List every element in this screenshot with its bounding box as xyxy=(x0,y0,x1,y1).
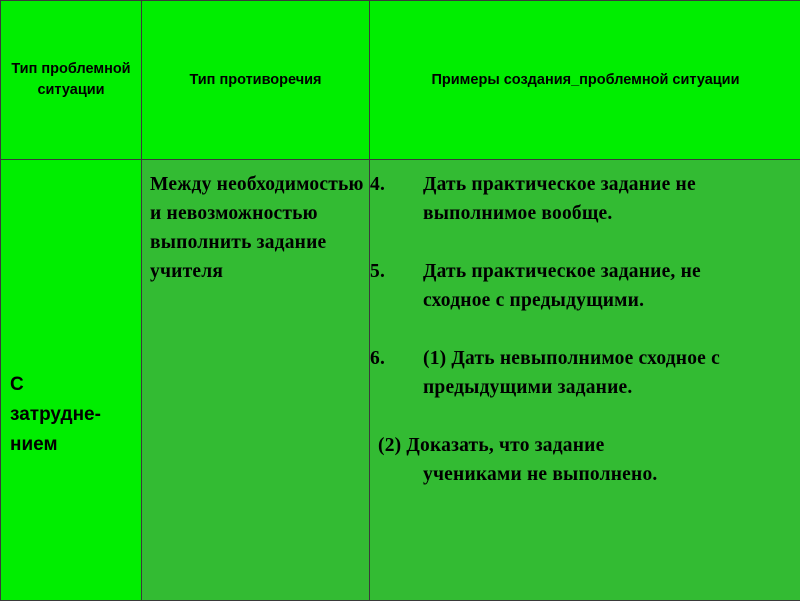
list-item xyxy=(370,170,793,228)
header-col3-text: Примеры создания_проблемной ситуации xyxy=(370,70,800,91)
contradiction-type-text: Между необходимостью и невозможностью выполнить задание учителя xyxy=(142,160,369,286)
header-situation-type xyxy=(1,1,142,160)
list-item-text: Дать практическое задание не выполнимое вообще. xyxy=(423,170,793,228)
extra-example xyxy=(370,431,793,489)
situation-type-cell xyxy=(1,160,142,601)
extra-example-line1: (2) Доказать, что задание xyxy=(378,431,793,460)
header-row xyxy=(1,1,800,160)
examples-cell xyxy=(370,160,800,601)
list-item xyxy=(370,257,793,315)
header-col2-text: Тип противоречия xyxy=(142,70,369,91)
list-item-number: 6. xyxy=(370,344,423,402)
list-item-number: 5. xyxy=(370,257,423,315)
header-col1-text: Тип проблемной ситуации xyxy=(1,59,141,101)
examples-list xyxy=(370,160,800,489)
situation-type-text: С затрудне-нием xyxy=(1,370,110,460)
list-item-text: Дать практическое задание, не сходное с предыдущими. xyxy=(423,257,793,315)
header-contradiction-type xyxy=(142,1,370,160)
extra-example-line2: учениками не выполнено. xyxy=(378,460,793,489)
list-item xyxy=(370,344,793,402)
body-row xyxy=(1,160,800,601)
list-item-text: (1) Дать невыполнимое сходное с предыдущими задание. xyxy=(423,344,793,402)
contradiction-type-cell xyxy=(142,160,370,601)
list-item-number: 4. xyxy=(370,170,423,228)
header-examples xyxy=(370,1,800,160)
